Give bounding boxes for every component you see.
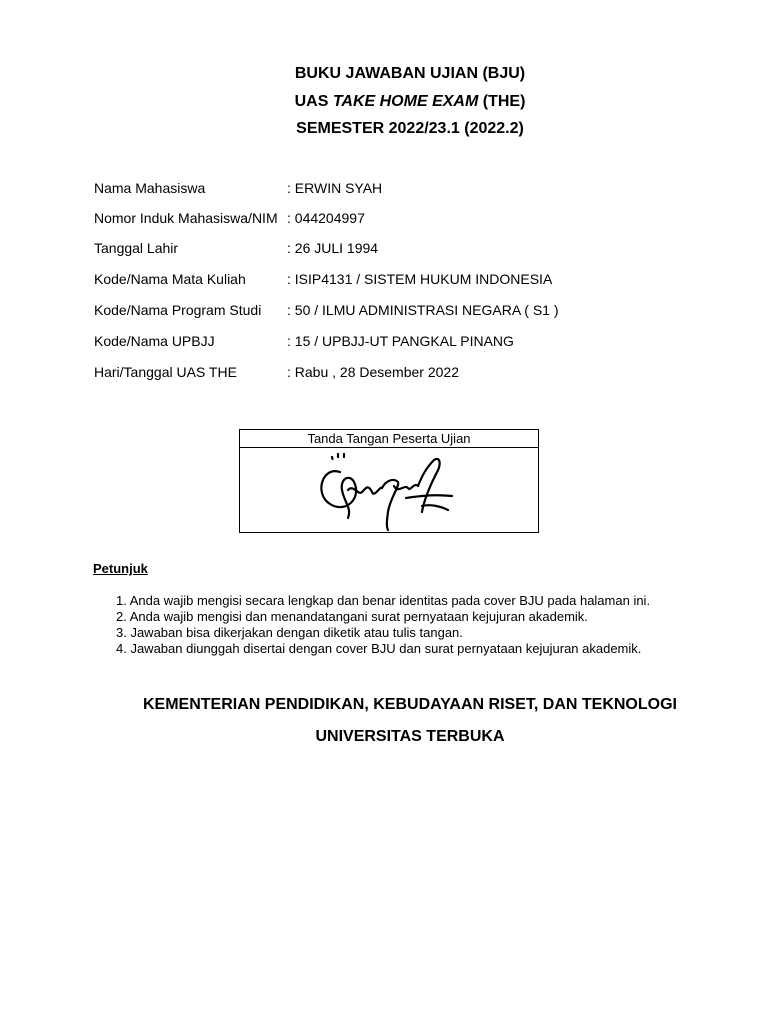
- instruction-item: 3. Jawaban bisa dikerjakan dengan diketik atau tulis tangan.: [116, 625, 463, 640]
- signature-box: [239, 429, 539, 533]
- instruction-item: 4. Jawaban diunggah disertai dengan cover BJU dan surat pernyataan kejujuran akademik.: [116, 641, 642, 656]
- identity-value: : 26 JULI 1994: [287, 240, 379, 256]
- identity-label: Kode/Nama UPBJJ: [94, 333, 215, 349]
- instructions-title: Petunjuk: [93, 561, 148, 576]
- identity-value: : ERWIN SYAH: [287, 180, 383, 196]
- identity-label: Hari/Tanggal UAS THE: [94, 364, 237, 380]
- instructions-list: [116, 593, 650, 657]
- ministry-name: KEMENTERIAN PENDIDIKAN, KEBUDAYAAN RISET, DAN TEKNOLOGI: [143, 696, 677, 713]
- instruction-item: 1. Anda wajib mengisi secara lengkap dan benar identitas pada cover BJU pada halaman ini.: [116, 593, 651, 608]
- signature-box-title: Tanda Tangan Peserta Ujian: [240, 430, 538, 448]
- identity-label: Kode/Nama Mata Kuliah: [94, 271, 246, 287]
- university-name: UNIVERSITAS TERBUKA: [315, 728, 505, 745]
- identity-value: : 15 / UPBJJ-UT PANGKAL PINANG: [287, 333, 514, 349]
- exam-type-title: [0, 94, 768, 110]
- handwritten-signature: [310, 450, 460, 532]
- identity-label: Nama Mahasiswa: [94, 180, 206, 196]
- exam-type-suffix: (THE): [478, 93, 526, 110]
- identity-label: Nomor Induk Mahasiswa/NIM: [94, 210, 278, 226]
- document-title: BUKU JAWABAN UJIAN (BJU): [294, 65, 526, 82]
- instruction-item: 2. Anda wajib mengisi dan menandatangani surat pernyataan kejujuran akademik.: [116, 609, 588, 624]
- exam-type-italic: TAKE HOME EXAM: [332, 93, 479, 110]
- identity-value: : Rabu , 28 Desember 2022: [287, 364, 459, 380]
- identity-label: Tanggal Lahir: [94, 240, 179, 256]
- identity-value: : ISIP4131 / SISTEM HUKUM INDONESIA: [287, 271, 553, 287]
- identity-value: : 50 / ILMU ADMINISTRASI NEGARA ( S1 ): [287, 302, 559, 318]
- exam-type-prefix: UAS: [294, 93, 333, 110]
- identity-value: : 044204997: [287, 210, 365, 226]
- semester-title: SEMESTER 2022/23.1 (2022.2): [296, 120, 524, 137]
- identity-label: Kode/Nama Program Studi: [94, 302, 262, 318]
